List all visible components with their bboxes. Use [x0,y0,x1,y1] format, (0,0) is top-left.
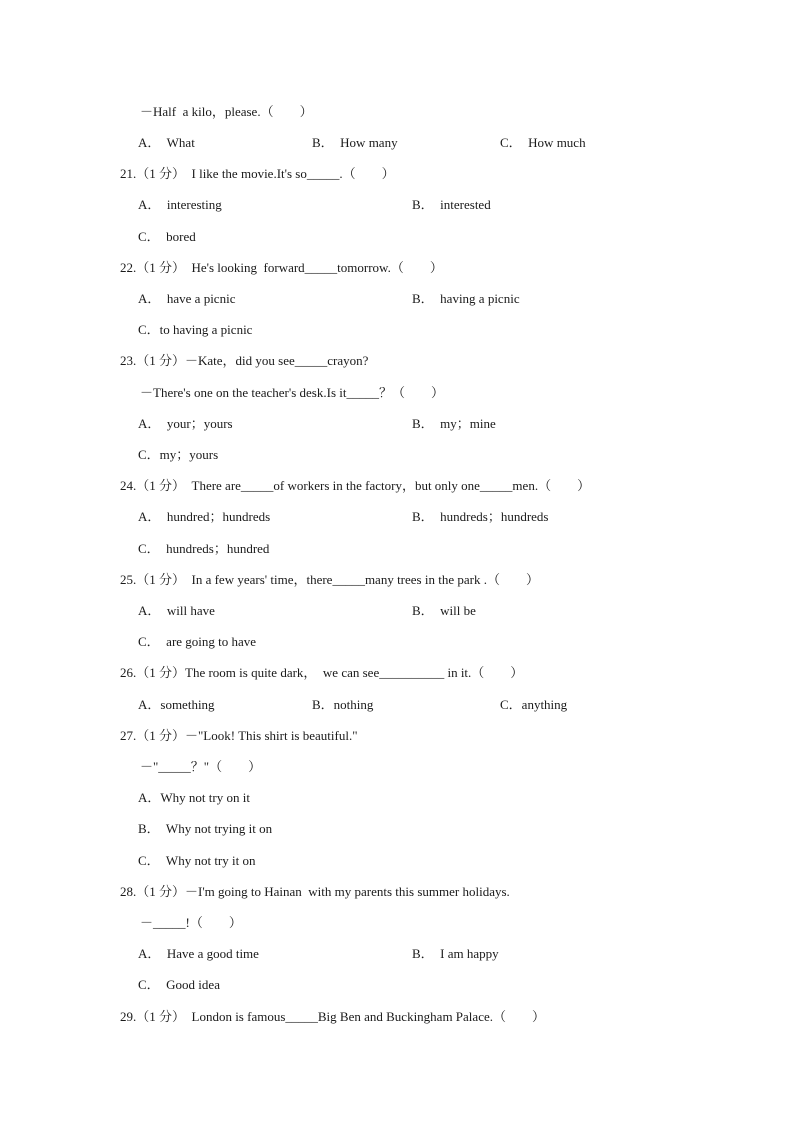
q25-option-c: C． are going to have [138,634,257,649]
q26-stem: 26.（1 分）The room is quite dark， we can see__________ in it.（ ） [120,665,524,680]
q27-stem: 27.（1 分）－"Look! This shirt is beautiful." [120,728,358,743]
q24-option-c: C． hundreds；hundred [138,541,270,556]
q23-response: －There's one on the teacher's desk.Is it_____？（ ） [140,385,444,400]
q22-stem: 22.（1 分） He's looking forward_____tomorrow.（ ） [120,260,443,275]
q27-response: －"_____？"（ ） [140,759,262,774]
q27-option-c: C． Why not try it on [138,853,256,868]
q20-response: －Half a kilo，please.（ ） [140,104,313,119]
q28-option-b: B． I am happy [412,946,499,961]
q20-option-b: B． How many [312,135,398,150]
q26-option-c: C．anything [500,697,568,712]
q24-stem: 24.（1 分） There are_____of workers in the factory，but only one_____men.（ ） [120,478,591,493]
q27-option-a: A．Why not try on it [138,790,250,805]
q20-option-c: C． How much [500,135,586,150]
q20-option-a: A． What [138,135,195,150]
q24-option-b: B． hundreds；hundreds [412,509,549,524]
q25-option-a: A． will have [138,603,215,618]
q22-option-a: A． have a picnic [138,291,236,306]
q27-option-b: B． Why not trying it on [138,821,273,836]
q21-option-a: A． interesting [138,197,222,212]
q21-option-c: C． bored [138,229,196,244]
q22-option-c: C．to having a picnic [138,322,253,337]
q23-option-a: A． your；yours [138,416,233,431]
q28-response: －_____!（ ） [140,915,242,930]
q26-option-a: A．something [138,697,215,712]
q23-option-b: B． my；mine [412,416,496,431]
q29-stem: 29.（1 分） London is famous_____Big Ben and Buckingham Palace.（ ） [120,1009,545,1024]
q28-option-c: C． Good idea [138,977,220,992]
q26-option-b: B．nothing [312,697,374,712]
q21-option-b: B． interested [412,197,491,212]
q22-option-b: B． having a picnic [412,291,520,306]
q23-stem: 23.（1 分）－Kate，did you see_____crayon? [120,353,369,368]
q28-option-a: A． Have a good time [138,946,259,961]
q23-option-c: C．my；yours [138,447,219,462]
q24-option-a: A． hundred；hundreds [138,509,271,524]
q25-option-b: B． will be [412,603,476,618]
q25-stem: 25.（1 分） In a few years' time，there_____many trees in the park .（ ） [120,572,539,587]
q28-stem: 28.（1 分）－I'm going to Hainan with my parents this summer holidays. [120,884,510,899]
q21-stem: 21.（1 分） I like the movie.It's so_____.（ ） [120,166,395,181]
